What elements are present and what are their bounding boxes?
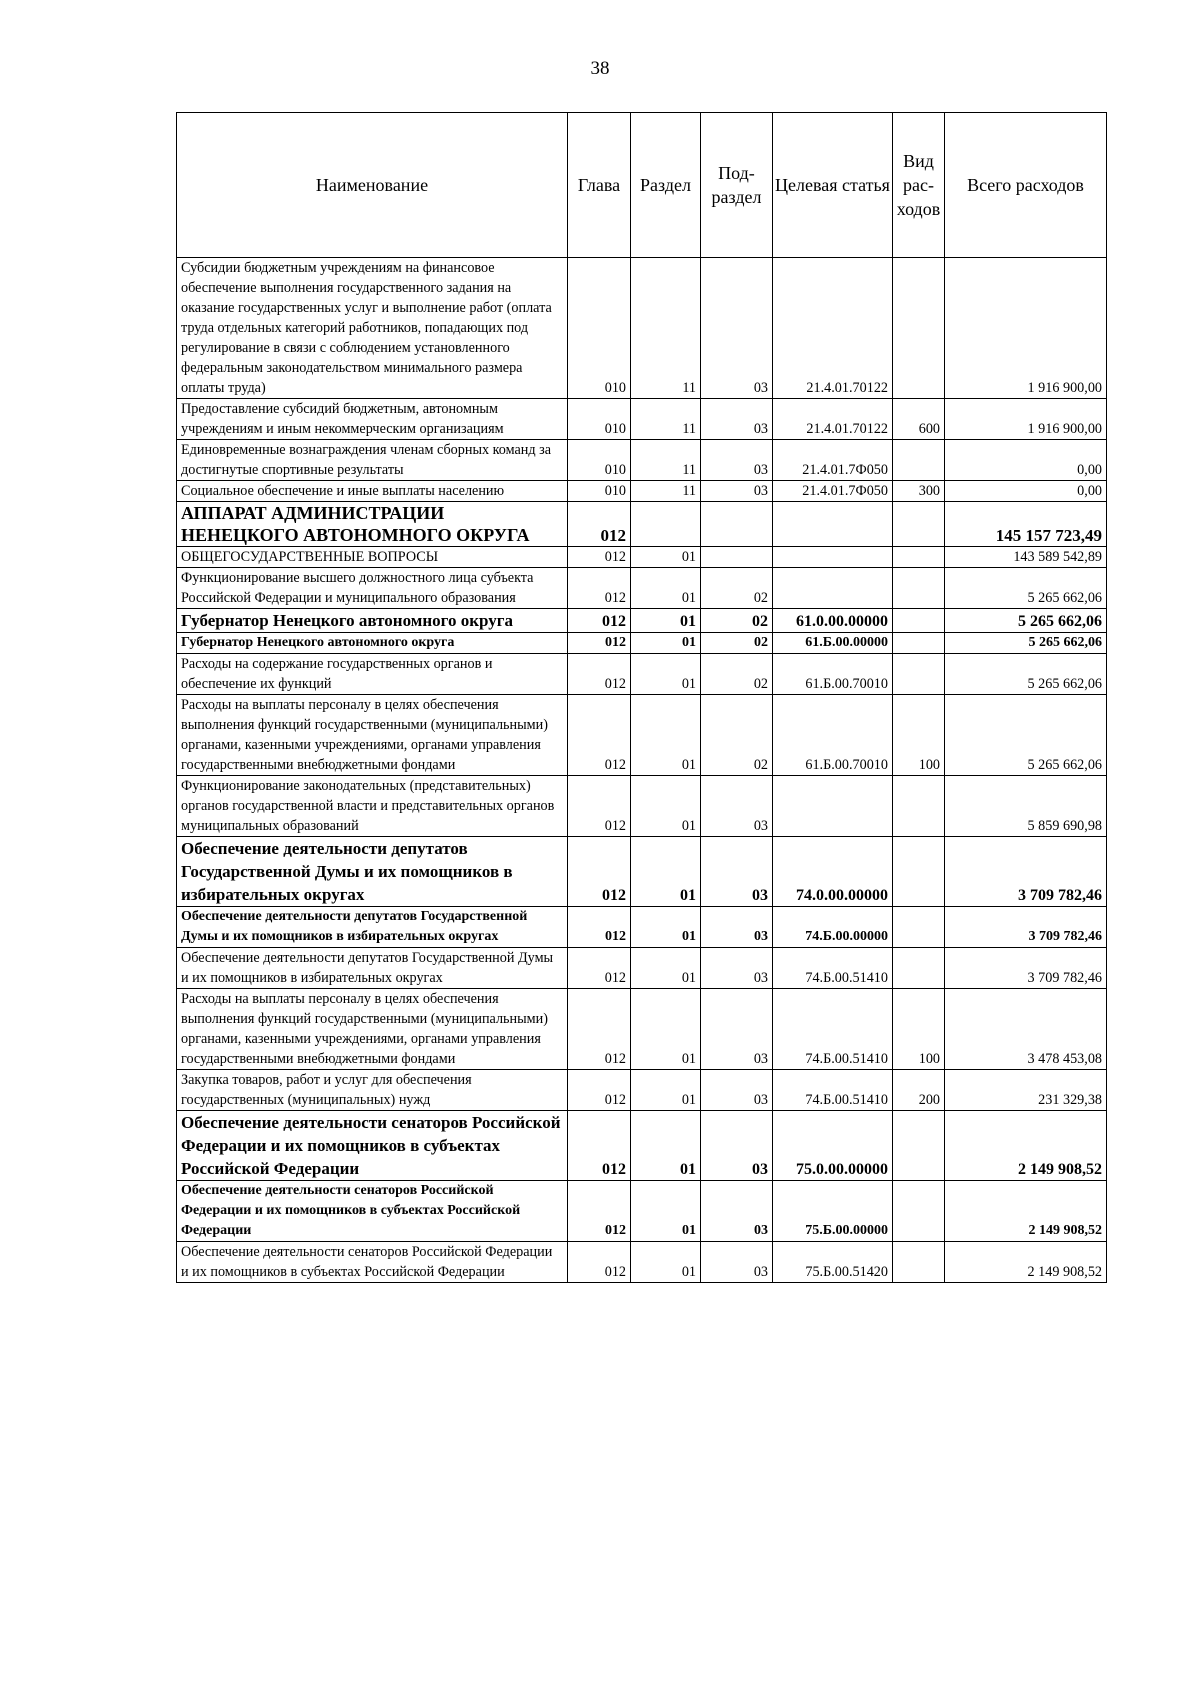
cell-celevaya: 61.Б.00.00000 — [773, 633, 893, 654]
cell-podrazdel — [701, 547, 773, 568]
table-row — [177, 695, 1107, 776]
cell-celevaya: 75.0.00.00000 — [773, 1111, 893, 1181]
cell-total: 3 478 453,08 — [945, 989, 1107, 1070]
table-row — [177, 502, 1107, 547]
cell-name: Социальное обеспечение и иные выплаты населению — [177, 481, 568, 502]
cell-vid: 600 — [893, 399, 945, 440]
cell-name: Расходы на содержание государственных органов и обеспечение их функций — [177, 654, 568, 695]
cell-name: Предоставление субсидий бюджетным, автономным учреждениям и иным некоммерческим организациям — [177, 399, 568, 440]
cell-razdel: 11 — [631, 440, 701, 481]
cell-glava: 012 — [568, 1242, 631, 1283]
table-row — [177, 568, 1107, 609]
cell-razdel: 01 — [631, 1242, 701, 1283]
cell-glava: 012 — [568, 654, 631, 695]
header-vid-raskhodov: Вид рас-ходов — [893, 113, 945, 258]
header-name: Наименование — [177, 113, 568, 258]
cell-podrazdel: 03 — [701, 258, 773, 399]
cell-podrazdel: 03 — [701, 837, 773, 907]
cell-podrazdel: 03 — [701, 1070, 773, 1111]
cell-podrazdel: 02 — [701, 695, 773, 776]
cell-celevaya — [773, 568, 893, 609]
cell-vid — [893, 609, 945, 633]
cell-vid — [893, 547, 945, 568]
cell-glava: 012 — [568, 633, 631, 654]
cell-razdel: 01 — [631, 547, 701, 568]
table-row — [177, 1181, 1107, 1242]
cell-podrazdel: 03 — [701, 776, 773, 837]
cell-name: Расходы на выплаты персоналу в целях обеспечения выполнения функций государственными (муниципальными) органами, казенными учреждениями, органами управления государственными внебюджетными фондами — [177, 989, 568, 1070]
cell-glava: 012 — [568, 1070, 631, 1111]
cell-vid: 100 — [893, 989, 945, 1070]
cell-vid — [893, 1181, 945, 1242]
header-podrazdel: Под-раздел — [701, 113, 773, 258]
cell-name: Обеспечение деятельности сенаторов Российской Федерации и их помощников в субъектах Российской Федерации — [177, 1181, 568, 1242]
cell-name: Губернатор Ненецкого автономного округа — [177, 609, 568, 633]
cell-podrazdel: 03 — [701, 1242, 773, 1283]
cell-name: Субсидии бюджетным учреждениям на финансовое обеспечение выполнения государственного задания на оказание государственных услуг и выполнение работ (оплата труда отдельных категорий работников, попадающих под регулирование в связи с соблюдением установленного федеральным законодательством минимального размера оплаты труда) — [177, 258, 568, 399]
cell-celevaya: 61.0.00.00000 — [773, 609, 893, 633]
cell-vid — [893, 654, 945, 695]
cell-total: 0,00 — [945, 440, 1107, 481]
cell-total: 2 149 908,52 — [945, 1111, 1107, 1181]
cell-celevaya: 74.Б.00.51410 — [773, 989, 893, 1070]
cell-celevaya: 74.Б.00.51410 — [773, 948, 893, 989]
cell-glava: 012 — [568, 989, 631, 1070]
cell-vid — [893, 1242, 945, 1283]
cell-razdel: 01 — [631, 1070, 701, 1111]
table-row — [177, 547, 1107, 568]
cell-total: 1 916 900,00 — [945, 399, 1107, 440]
budget-table — [176, 112, 1107, 1283]
cell-razdel: 11 — [631, 481, 701, 502]
table-row — [177, 1242, 1107, 1283]
cell-vid — [893, 1111, 945, 1181]
cell-podrazdel: 03 — [701, 1181, 773, 1242]
header-total: Всего расходов — [945, 113, 1107, 258]
cell-glava: 012 — [568, 568, 631, 609]
cell-podrazdel: 03 — [701, 1111, 773, 1181]
table-row — [177, 258, 1107, 399]
cell-name: Обеспечение деятельности сенаторов Российской Федерации и их помощников в субъектах Российской Федерации — [177, 1111, 568, 1181]
cell-razdel: 01 — [631, 1181, 701, 1242]
cell-razdel: 01 — [631, 837, 701, 907]
cell-razdel: 01 — [631, 609, 701, 633]
cell-glava: 012 — [568, 502, 631, 547]
cell-glava: 012 — [568, 948, 631, 989]
cell-name: Закупка товаров, работ и услуг для обеспечения государственных (муниципальных) нужд — [177, 1070, 568, 1111]
cell-name: Обеспечение деятельности депутатов Государственной Думы и их помощников в избирательных округах — [177, 948, 568, 989]
cell-celevaya: 21.4.01.70122 — [773, 399, 893, 440]
cell-razdel: 01 — [631, 568, 701, 609]
cell-name: Обеспечение деятельности депутатов Государственной Думы и их помощников в избирательных округах — [177, 907, 568, 948]
page-number: 38 — [590, 58, 610, 79]
cell-podrazdel: 03 — [701, 948, 773, 989]
cell-total: 5 265 662,06 — [945, 568, 1107, 609]
cell-total: 5 265 662,06 — [945, 654, 1107, 695]
cell-name: ОБЩЕГОСУДАРСТВЕННЫЕ ВОПРОСЫ — [177, 547, 568, 568]
cell-razdel: 11 — [631, 258, 701, 399]
cell-podrazdel: 03 — [701, 989, 773, 1070]
cell-podrazdel: 03 — [701, 440, 773, 481]
cell-name: Функционирование законодательных (представительных) органов государственной власти и представительных органов муниципальных образований — [177, 776, 568, 837]
cell-celevaya: 74.Б.00.00000 — [773, 907, 893, 948]
cell-glava: 010 — [568, 399, 631, 440]
cell-vid — [893, 633, 945, 654]
table-header-row — [177, 113, 1107, 258]
cell-razdel: 11 — [631, 399, 701, 440]
cell-podrazdel: 02 — [701, 633, 773, 654]
cell-razdel: 01 — [631, 1111, 701, 1181]
cell-podrazdel: 03 — [701, 481, 773, 502]
cell-celevaya — [773, 502, 893, 547]
cell-glava: 012 — [568, 837, 631, 907]
cell-total: 2 149 908,52 — [945, 1181, 1107, 1242]
cell-vid: 300 — [893, 481, 945, 502]
table-row — [177, 1070, 1107, 1111]
cell-vid — [893, 440, 945, 481]
cell-vid — [893, 837, 945, 907]
cell-celevaya: 21.4.01.70122 — [773, 258, 893, 399]
cell-glava: 012 — [568, 776, 631, 837]
cell-total: 5 265 662,06 — [945, 633, 1107, 654]
table-row — [177, 776, 1107, 837]
table-row — [177, 654, 1107, 695]
header-glava: Глава — [568, 113, 631, 258]
cell-razdel: 01 — [631, 907, 701, 948]
cell-podrazdel: 03 — [701, 907, 773, 948]
table-row — [177, 609, 1107, 633]
cell-podrazdel: 02 — [701, 568, 773, 609]
cell-glava: 012 — [568, 1111, 631, 1181]
cell-glava: 012 — [568, 547, 631, 568]
table-row — [177, 907, 1107, 948]
cell-name: Обеспечение деятельности сенаторов Российской Федерации и их помощников в субъектах Российской Федерации — [177, 1242, 568, 1283]
table-row — [177, 633, 1107, 654]
cell-glava: 012 — [568, 907, 631, 948]
cell-glava: 010 — [568, 481, 631, 502]
cell-vid — [893, 907, 945, 948]
cell-celevaya — [773, 547, 893, 568]
cell-glava: 012 — [568, 609, 631, 633]
cell-total: 0,00 — [945, 481, 1107, 502]
table-row — [177, 948, 1107, 989]
table-row — [177, 1111, 1107, 1181]
cell-total: 3 709 782,46 — [945, 837, 1107, 907]
cell-total: 3 709 782,46 — [945, 907, 1107, 948]
cell-razdel: 01 — [631, 776, 701, 837]
cell-celevaya: 61.Б.00.70010 — [773, 654, 893, 695]
cell-celevaya: 74.0.00.00000 — [773, 837, 893, 907]
cell-podrazdel: 02 — [701, 609, 773, 633]
cell-vid — [893, 502, 945, 547]
table-row — [177, 481, 1107, 502]
cell-total: 1 916 900,00 — [945, 258, 1107, 399]
cell-celevaya: 21.4.01.7Ф050 — [773, 440, 893, 481]
cell-glava: 010 — [568, 258, 631, 399]
table-row — [177, 399, 1107, 440]
cell-glava: 012 — [568, 1181, 631, 1242]
cell-razdel: 01 — [631, 695, 701, 776]
table-row — [177, 837, 1107, 907]
cell-vid — [893, 776, 945, 837]
header-celevaya-statya: Целевая статья — [773, 113, 893, 258]
cell-celevaya — [773, 776, 893, 837]
cell-total: 231 329,38 — [945, 1070, 1107, 1111]
cell-razdel: 01 — [631, 948, 701, 989]
cell-total: 2 149 908,52 — [945, 1242, 1107, 1283]
cell-name: Губернатор Ненецкого автономного округа — [177, 633, 568, 654]
cell-name: Функционирование высшего должностного лица субъекта Российской Федерации и муниципального образования — [177, 568, 568, 609]
cell-razdel — [631, 502, 701, 547]
cell-celevaya: 21.4.01.7Ф050 — [773, 481, 893, 502]
cell-podrazdel: 03 — [701, 399, 773, 440]
cell-name: Обеспечение деятельности депутатов Государственной Думы и их помощников в избирательных округах — [177, 837, 568, 907]
header-razdel: Раздел — [631, 113, 701, 258]
cell-razdel: 01 — [631, 654, 701, 695]
cell-vid: 200 — [893, 1070, 945, 1111]
cell-vid: 100 — [893, 695, 945, 776]
cell-podrazdel: 02 — [701, 654, 773, 695]
table-row — [177, 440, 1107, 481]
cell-glava: 012 — [568, 695, 631, 776]
cell-celevaya: 75.Б.00.51420 — [773, 1242, 893, 1283]
cell-celevaya: 75.Б.00.00000 — [773, 1181, 893, 1242]
cell-total: 143 589 542,89 — [945, 547, 1107, 568]
cell-name: АППАРАТ АДМИНИСТРАЦИИ НЕНЕЦКОГО АВТОНОМНОГО ОКРУГА — [177, 502, 568, 547]
cell-podrazdel — [701, 502, 773, 547]
cell-name: Расходы на выплаты персоналу в целях обеспечения выполнения функций государственными (муниципальными) органами, казенными учреждениями, органами управления государственными внебюджетными фондами — [177, 695, 568, 776]
cell-vid — [893, 258, 945, 399]
cell-razdel: 01 — [631, 989, 701, 1070]
cell-total: 145 157 723,49 — [945, 502, 1107, 547]
cell-celevaya: 61.Б.00.70010 — [773, 695, 893, 776]
table-row — [177, 989, 1107, 1070]
cell-vid — [893, 948, 945, 989]
cell-glava: 010 — [568, 440, 631, 481]
cell-name: Единовременные вознаграждения членам сборных команд за достигнутые спортивные результаты — [177, 440, 568, 481]
cell-celevaya: 74.Б.00.51410 — [773, 1070, 893, 1111]
cell-razdel: 01 — [631, 633, 701, 654]
cell-total: 5 859 690,98 — [945, 776, 1107, 837]
cell-total: 3 709 782,46 — [945, 948, 1107, 989]
cell-total: 5 265 662,06 — [945, 695, 1107, 776]
cell-vid — [893, 568, 945, 609]
cell-total: 5 265 662,06 — [945, 609, 1107, 633]
